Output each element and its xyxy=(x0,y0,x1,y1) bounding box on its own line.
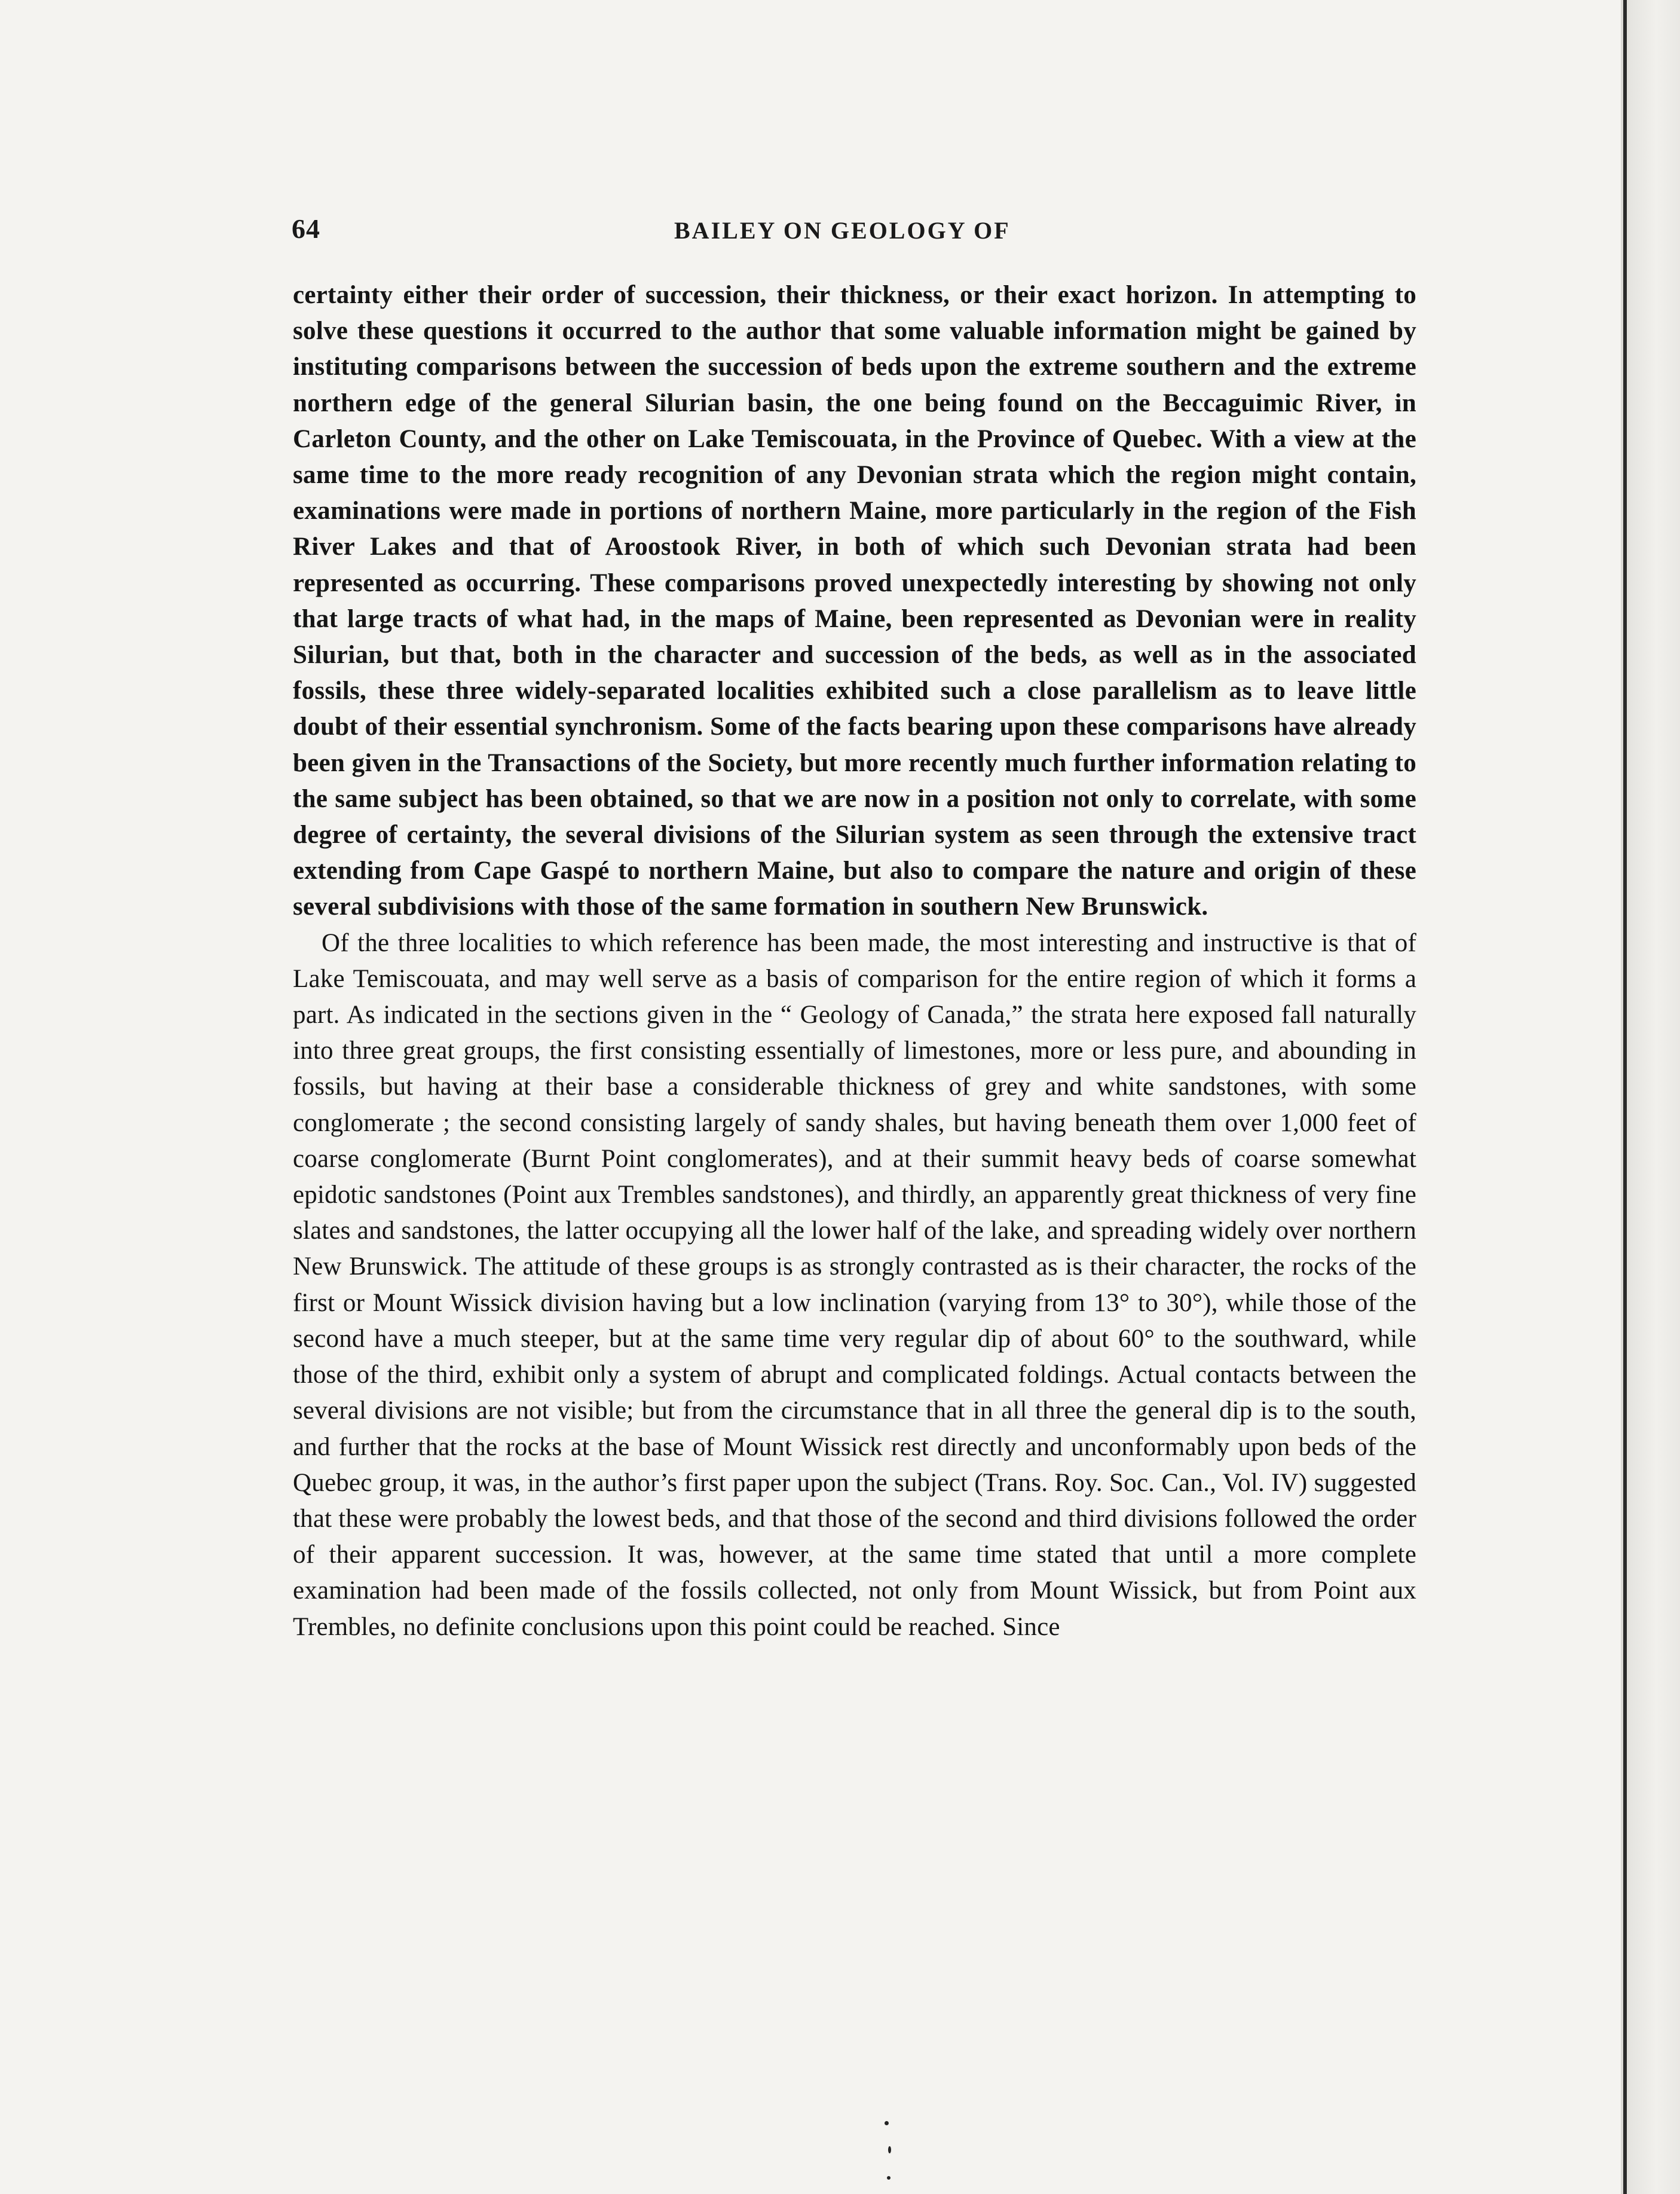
scan-speck xyxy=(885,2121,889,2125)
running-head: BAILEY ON GEOLOGY OF xyxy=(674,217,1011,244)
page-header xyxy=(292,213,1397,255)
page-edge-shadow xyxy=(1621,0,1680,2194)
binding-edge-line xyxy=(1623,0,1627,2194)
paragraph-2: Of the three localities to which reference has been made, the most interesting and instructive is that of Lake Temiscouata, and may well serve as a basis of comparison for the entire region of which it forms a part. As indicated in the sections given in the “ Geology of Canada,” the strata here exposed fall naturally into three great groups, the first consisting essentially of limestones, more or less pure, and abounding in fossils, but having at their base a considerable thickness of grey and white sandstones, with some conglomerate ; the second consisting largely of sandy shales, but having beneath them over 1,000 feet of coarse conglomerate (Burnt Point conglomerates), and at their summit heavy beds of coarse somewhat epidotic sandstones (Point aux Trembles sandstones), and thirdly, an apparently great thickness of very fine slates and sandstones, the latter occupying all the lower half of the lake, and spreading widely over northern New Brunswick. The attitude of these groups is as strongly contrasted as is their character, the rocks of the first or Mount Wissick division having but a low inclination (varying from 13° to 30°), while those of the second have a much steeper, but at the same time very regular dip of about 60° to the southward, while those of the third, exhibit only a system of abrupt and complicated foldings. Actual contacts between the several divisions are not visible; but from the circumstance that in all three the general dip is to the south, and further that the rocks at the base of Mount Wissick rest directly and unconformably upon beds of the Quebec group, it was, in the author’s first paper upon the subject (Trans. Roy. Soc. Can., Vol. IV) suggested that these were probably the lowest beds, and that those of the second and third divisions followed the order of their apparent succession. It was, however, at the same time stated that until a more complete examination had been made of the fossils collected, not only from Mount Wissick, but from Point aux Trembles, no definite conclusions upon this point could be reached. Since xyxy=(293,928,1416,1641)
scan-speck xyxy=(887,2176,891,2180)
paragraph-1: certainty either their order of succession, their thickness, or their exact horizon. In attempting to solve these questions it occurred to the author that some valuable information might be gained by instituting comparisons between the succession of beds upon the extreme southern and the extreme northern edge of the general Silurian basin, the one being found on the Beccaguimic River, in Carleton County, and the other on Lake Temiscouata, in the Province of Quebec. With a view at the same time to the more ready recognition of any Devonian strata which the region might contain, examinations were made in portions of northern Maine, more particularly in the region of the Fish River Lakes and that of Aroostook River, in both of which such Devonian strata had been represented as occurring. These comparisons proved unexpectedly interesting by showing not only that large tracts of what had, in the maps of Maine, been represented as Devonian were in reality Silurian, but that, both in the character and succession of the beds, as well as in the associated fossils, these three widely-separated localities exhibited such a close parallelism as to leave little doubt of their essential synchronism. Some of the facts bearing upon these comparisons have already been given in the Transactions of the Society, but more recently much further information relating to the same subject has been obtained, so that we are now in a position not only to correlate, with some degree of certainty, the several divisions of the Silurian system as seen through the extensive tract extending from Cape Gaspé to northern Maine, but also to compare the nature and origin of these several subdivisions with those of the same formation in southern New Brunswick. xyxy=(293,281,1416,921)
page-number: 64 xyxy=(292,213,320,244)
scan-speck xyxy=(888,2146,891,2153)
body-text xyxy=(293,277,1416,1645)
